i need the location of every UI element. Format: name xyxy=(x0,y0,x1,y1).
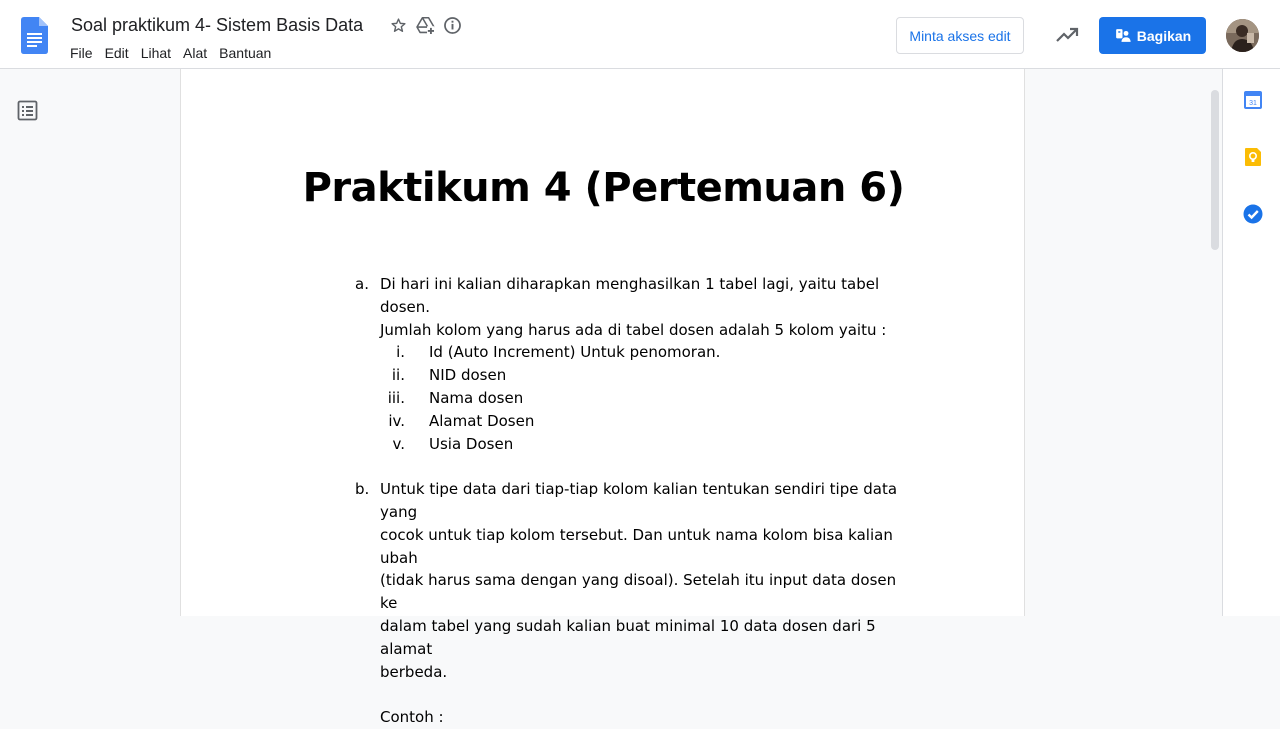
share-button-label: Bagikan xyxy=(1136,27,1192,44)
menu-edit[interactable]: Edit xyxy=(104,45,129,61)
sub-item-text: NID dosen xyxy=(429,366,507,385)
tasks-icon[interactable] xyxy=(1243,204,1263,224)
paragraph-gap xyxy=(380,683,915,706)
menu-tools[interactable]: Alat xyxy=(183,45,208,61)
list-marker-b: b. xyxy=(355,480,370,499)
avatar[interactable] xyxy=(1226,19,1259,52)
list-item xyxy=(380,433,915,456)
menu-bar xyxy=(64,42,277,64)
keep-icon[interactable] xyxy=(1243,147,1263,167)
drive-move-icon[interactable] xyxy=(415,14,436,36)
list-item-b-line-1: Untuk tipe data dari tiap-tiap kolom kalian tentukan sendiri tipe data yang xyxy=(380,480,898,521)
share-button[interactable] xyxy=(1099,17,1206,54)
document-title[interactable]: Soal praktikum 4- Sistem Basis Data xyxy=(71,15,364,35)
sub-list xyxy=(380,341,915,455)
sub-item-text: Alamat Dosen xyxy=(429,411,535,430)
list-item-b-line-4: dalam tabel yang sudah kalian buat minimal 10 data dosen dari 5 alamat xyxy=(380,616,876,658)
list-item xyxy=(380,341,915,364)
side-panel xyxy=(1222,69,1280,616)
document-heading: Praktikum 4 (Pertemuan 6) xyxy=(302,165,905,211)
paragraph-gap xyxy=(355,455,915,478)
sub-marker: ii. xyxy=(391,366,405,385)
info-icon[interactable] xyxy=(442,14,463,36)
document-outline-icon[interactable] xyxy=(17,100,38,121)
sub-marker: v. xyxy=(392,434,405,453)
sub-item-text: Id (Auto Increment) Untuk penomoran. xyxy=(429,343,721,362)
list-item-a-line-1: Di hari ini kalian diharapkan menghasilkan 1 tabel lagi, yaitu tabel dosen. xyxy=(380,275,880,316)
calendar-icon[interactable] xyxy=(1243,90,1263,110)
list-item-a xyxy=(355,273,915,455)
sub-item-text: Nama dosen xyxy=(429,388,524,407)
sub-marker: iii. xyxy=(387,388,405,407)
list-item-b xyxy=(355,478,915,729)
list-item-b-line-2: cocok untuk tiap kolom tersebut. Dan untuk nama kolom bisa kalian ubah xyxy=(380,525,893,567)
menu-view[interactable]: Lihat xyxy=(140,45,172,61)
calendar-day-text: 31 xyxy=(1249,100,1257,107)
menu-help[interactable]: Bantuan xyxy=(219,45,272,61)
trending-icon[interactable] xyxy=(1055,24,1080,46)
menu-file[interactable]: File xyxy=(70,45,93,61)
document-body xyxy=(355,273,915,729)
request-edit-access-button[interactable]: Minta akses edit xyxy=(896,17,1024,54)
document-page[interactable] xyxy=(180,69,1025,727)
example-label: Contoh : xyxy=(380,708,444,727)
scrollbar-thumb[interactable] xyxy=(1211,90,1219,250)
list-item-a-line-2: Jumlah kolom yang harus ada di tabel dosen adalah 5 kolom yaitu : xyxy=(380,320,887,339)
sub-item-text: Usia Dosen xyxy=(429,434,514,453)
title-actions xyxy=(388,14,463,36)
list-marker-a: a. xyxy=(355,275,369,293)
list-item-b-line-3: (tidak harus sama dengan yang disoal). Setelah itu input data dosen ke xyxy=(380,571,897,613)
sub-marker: iv. xyxy=(388,411,405,430)
list-item-b-line-5: berbeda. xyxy=(380,662,448,681)
list-item xyxy=(380,387,915,410)
lock-person-icon xyxy=(1114,27,1131,44)
top-bar xyxy=(0,0,1280,69)
list-item xyxy=(380,364,915,387)
star-icon[interactable] xyxy=(388,14,409,36)
list-item xyxy=(380,410,915,433)
sub-marker: i. xyxy=(396,343,405,362)
docs-logo-icon[interactable] xyxy=(21,17,48,54)
